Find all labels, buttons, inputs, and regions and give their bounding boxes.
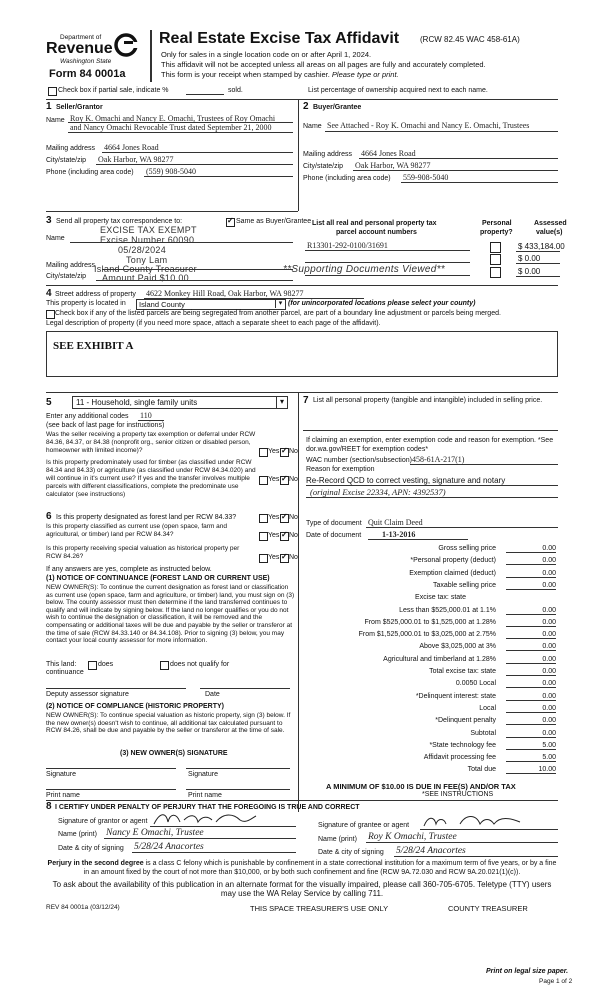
parcel-line-1 — [305, 250, 470, 251]
deputy-signature-line[interactable] — [46, 688, 186, 689]
ownership-note: List percentage of ownership acquired next to each name. — [308, 87, 488, 94]
timber-no-label: No — [289, 476, 298, 483]
partial-sale-label: Check box if partial sale, indicate % — [58, 87, 169, 94]
doc-type-line — [366, 527, 558, 528]
see-instructions-note: *SEE INSTRUCTIONS — [422, 791, 494, 798]
section-5-7-divider — [298, 392, 299, 812]
rule-section-5 — [46, 392, 558, 393]
historic-question: Is this property receiving special valuation as historical property per RCW 84.26? — [46, 545, 240, 560]
tax-row — [306, 705, 556, 717]
deputy-date-line[interactable] — [200, 688, 290, 689]
tax-row-label: From $525,000.01 to $1,525,000 at 1.28% — [364, 618, 496, 626]
same-as-buyer-label: Same as Buyer/Grantee — [236, 218, 312, 225]
section-6-number: 6 — [46, 511, 52, 522]
tax-row-label: Affidavit processing fee — [423, 754, 496, 762]
tax-row-value[interactable]: 0.00 — [506, 545, 556, 553]
header-note-2: This affidavit will not be accepted unless all areas on all pages are fully and accurately completed. — [161, 60, 486, 69]
grantee-name-line — [366, 842, 558, 843]
buyer-mailing[interactable]: 4664 Jones Road — [361, 149, 416, 158]
print-name-line-2[interactable] — [186, 789, 290, 790]
form-number: Form 84 0001a — [49, 68, 126, 80]
parcel-header-1: List all real and personal property tax — [312, 220, 437, 227]
section-3-mailing-label: Mailing address — [46, 262, 96, 269]
tax-row — [306, 766, 556, 778]
personal-property-checkbox-3[interactable] — [490, 267, 501, 278]
personal-property-line-1[interactable] — [303, 430, 558, 431]
parcel-line-2[interactable] — [305, 262, 470, 263]
buyer-phone-label: Phone (including area code) — [303, 175, 391, 182]
stamp-line-5: Island County Treasurer — [94, 264, 197, 274]
header-note-3-text: This form is your receipt when stamped by cashier. — [161, 70, 330, 79]
land-use-value: 11 - Household, single family units — [76, 398, 198, 407]
tax-row-label: Gross selling price — [438, 545, 496, 552]
additional-codes-value[interactable]: 110 — [140, 411, 152, 420]
seller-mailing-label: Mailing address — [46, 145, 96, 152]
tax-row — [306, 545, 556, 557]
forest-yes-label: Yes — [268, 514, 280, 521]
segregated-label: Check box if any of the listed parcels are being segregated from another parcel, are part of a boundary line adjustment or parcels being merged. — [55, 310, 501, 317]
tax-row — [306, 643, 556, 655]
assessed-line-3 — [516, 276, 560, 277]
legal-description-field[interactable] — [46, 331, 558, 377]
dept-logo-text: Revenue — [46, 40, 113, 57]
tax-row — [306, 594, 556, 606]
assessed-value-1[interactable]: $ 433,184.00 — [518, 242, 565, 251]
dept-line1: Department of — [60, 34, 102, 41]
deputy-date-label: Date — [205, 691, 220, 698]
seller-city[interactable]: Oak Harbor, WA 98277 — [98, 155, 174, 164]
minimum-due-note: A MINIMUM OF $10.00 IS DUE IN FEE(S) AND/OR TAX — [326, 782, 516, 791]
property-street[interactable]: 4622 Monkey Hill Road, Oak Harbor, WA 98277 — [146, 289, 304, 298]
timber-yes-checkbox[interactable] — [259, 476, 268, 485]
tax-row — [306, 693, 556, 705]
section-3-title: Send all property tax correspondence to: — [56, 218, 183, 225]
tax-row-label: Subtotal — [470, 729, 496, 737]
seller-name-line-a — [68, 122, 293, 123]
seller-name-line2[interactable]: and Nancy Omachi Revocable Trust dated September 21, 2000 — [70, 123, 272, 132]
page-number: Page 1 of 2 — [539, 978, 573, 985]
partial-sale-checkbox[interactable] — [48, 87, 57, 96]
seller-mailing-line — [102, 152, 293, 153]
section-5-number: 5 — [46, 397, 52, 408]
tax-row-label: *Delinquent penalty — [435, 717, 496, 725]
doc-date-line — [368, 539, 468, 540]
tax-row-value[interactable]: 0.00 — [506, 582, 556, 590]
buyer-mailing-line — [359, 158, 558, 159]
personal-property-title: List all personal property (tangible and intangible) included in selling price. — [313, 397, 543, 404]
tax-row — [306, 607, 556, 619]
buyer-mailing-label: Mailing address — [303, 151, 353, 158]
personal-property-checkbox-1[interactable] — [490, 242, 501, 253]
current-use-no-label: No — [289, 532, 298, 539]
doc-type[interactable]: Quit Claim Deed — [368, 518, 423, 527]
tax-row — [306, 668, 556, 680]
seller-city-line — [96, 164, 293, 165]
doc-type-label: Type of document — [306, 520, 362, 527]
grantee-signature-icon[interactable] — [420, 812, 530, 830]
tax-row-label: *State technology fee — [429, 741, 496, 749]
tax-row-value[interactable]: 0.00 — [506, 607, 556, 615]
grantor-name-label: Name (print) — [58, 831, 97, 838]
forest-no-checkbox[interactable] — [280, 514, 289, 523]
buyer-city-label: City/state/zip — [303, 163, 344, 170]
reason-rule-2 — [306, 497, 558, 498]
seller-name-line-b — [68, 132, 293, 133]
legal-description-value: SEE EXHIBIT A — [53, 340, 134, 352]
seller-name-label: Name — [46, 117, 65, 124]
section-2-number: 2 — [303, 101, 309, 112]
tax-row-value[interactable]: 0.00 — [506, 643, 556, 651]
tax-row-value[interactable]: 0.00 — [506, 730, 556, 738]
wac-label: WAC number (section/subsection) — [306, 457, 412, 464]
seller-phone[interactable]: (559) 908-5040 — [146, 167, 196, 176]
personal-property-checkbox-2[interactable] — [490, 254, 501, 265]
buyer-city-line — [353, 170, 558, 171]
section-4-number: 4 — [46, 288, 52, 299]
reason-line-1[interactable]: Re-Record QCD to correct vesting, signature and notary — [306, 476, 506, 485]
land-does-checkbox[interactable] — [88, 661, 97, 670]
historic-no-label: No — [289, 554, 298, 561]
tax-row-value[interactable]: 0.00 — [506, 619, 556, 627]
grantee-signature-label: Signature of grantee or agent — [318, 822, 410, 829]
tax-row — [306, 631, 556, 643]
form-title: Real Estate Excise Tax Affidavit — [159, 30, 400, 47]
section-3-number: 3 — [46, 215, 52, 226]
tax-row — [306, 742, 556, 754]
land-does-not-label: does not qualify for — [170, 661, 230, 668]
additional-codes-line — [138, 420, 164, 421]
tax-row-label: Total excise tax: state — [429, 668, 496, 675]
exemption-code-label: If claiming an exemption, enter exemption code and reason for exemption. *See dor.wa.gov/REET for exemption codes* — [306, 437, 554, 453]
stamp-line-1: EXCISE TAX EXEMPT — [100, 225, 197, 235]
rule-section-3 — [46, 211, 298, 212]
buyer-phone[interactable]: 559-908-5040 — [403, 173, 449, 182]
assessed-value-2[interactable]: $ 0.00 — [518, 254, 541, 263]
seller-phone-label: Phone (including area code) — [46, 169, 134, 176]
current-use-question: Is this property classified as current use (open space, farm and agricultural, or timber) land per RCW 84.34? — [46, 523, 228, 538]
tax-row-label: Less than $525,000.01 at 1.1% — [399, 606, 496, 614]
signature-label-1: Signature — [46, 771, 76, 778]
grantee-date-city[interactable]: 5/28/24 Anacortes — [396, 846, 466, 856]
buyer-name[interactable]: See Attached - Roy K. Omachi and Nancy E. Omachi, Trustees — [327, 121, 530, 130]
historic-yes-checkbox[interactable] — [259, 554, 268, 563]
land-use-select[interactable] — [72, 396, 288, 409]
tax-row-value[interactable]: 0.00 — [506, 693, 556, 701]
tax-row-label: Total due — [467, 766, 496, 774]
tax-row — [306, 570, 556, 582]
supporting-documents-viewed: **Supporting Documents Viewed** — [283, 264, 445, 275]
personal-header-2: property? — [480, 229, 513, 236]
form-revision: REV 84 0001a (03/12/24) — [46, 904, 120, 911]
chevron-down-icon: ▾ — [275, 299, 285, 308]
tax-row-value[interactable]: 0.00 — [506, 668, 556, 676]
street-label: Street address of property — [55, 291, 136, 298]
buyer-title: Buyer/Grantee — [313, 104, 362, 111]
treasurer-use-only: THIS SPACE TREASURER'S USE ONLY — [250, 904, 389, 913]
historic-yes-label: Yes — [268, 554, 280, 561]
new-owner-signature-line-1[interactable] — [46, 768, 176, 769]
section-3-name-label: Name — [46, 235, 65, 242]
tax-row-value[interactable]: 0.00 — [506, 570, 556, 578]
stamp-line-3: 05/28/2024 — [118, 245, 167, 255]
certify-statement: I CERTIFY UNDER PENALTY OF PERJURY THAT THE FOREGOING IS TRUE AND CORRECT — [55, 804, 360, 811]
tax-row — [306, 717, 556, 729]
partial-sale-sold: sold. — [228, 87, 243, 94]
print-name-line-1[interactable] — [46, 789, 176, 790]
tax-row-value[interactable]: 5.00 — [506, 754, 556, 762]
doc-date[interactable]: 1-13-2016 — [382, 530, 416, 539]
grantee-date-label: Date & city of signing — [318, 849, 384, 856]
forest-land-question: Is this property designated as forest land per RCW 84.33? — [56, 514, 237, 521]
tax-row — [306, 754, 556, 766]
tax-row-label: From $1,525,000.01 to $3,025,000 at 2.75% — [358, 631, 496, 639]
assessed-header-1: Assessed — [534, 220, 567, 227]
form-rcw: (RCW 82.45 WAC 458-61A) — [420, 35, 520, 44]
continuance-label: continuance — [46, 669, 84, 676]
grantor-signature-line — [150, 826, 296, 827]
tax-row-value[interactable]: 0.00 — [506, 717, 556, 725]
unincorporated-note: (for unincorporated locations please select your county) — [288, 300, 476, 307]
tax-row — [306, 656, 556, 668]
grantee-name[interactable]: Roy K Omachi, Trustee — [368, 832, 457, 842]
seller-title: Seller/Grantor — [56, 104, 103, 111]
stamp-line-6: Amount Paid $10.00 — [102, 273, 189, 283]
seller-phone-line — [144, 176, 293, 177]
county-select[interactable] — [136, 299, 286, 310]
grantor-signature-label: Signature of grantor or agent — [58, 818, 148, 825]
header-note-3 — [161, 70, 399, 79]
buyer-name-line — [325, 131, 558, 132]
assessed-line-2 — [516, 263, 560, 264]
grantee-name-label: Name (print) — [318, 836, 357, 843]
notice-compliance-title: (2) NOTICE OF COMPLIANCE (HISTORIC PROPERTY) — [46, 703, 224, 710]
tax-row — [306, 557, 556, 569]
seller-city-label: City/state/zip — [46, 157, 87, 164]
buyer-name-label: Name — [303, 123, 322, 130]
seller-name-line1[interactable]: Roy K. Omachi and Nancy E. Omachi, Trustees of Roy Omachi — [70, 114, 276, 123]
grantor-date-label: Date & city of signing — [58, 845, 124, 852]
timber-question: Is this property predominately used for timber (as classified under RCW 84.34 and 84.33) or agriculture (as classified under RCW 84.34.020) and will continue in it's current use? If yes and the transfer involves multiple parcels with different classifications, complete the predominate use calculator (see instructions) — [46, 459, 256, 498]
any-yes-note: If any answers are yes, complete as instructed below. — [46, 566, 212, 573]
notice-compliance-body: NEW OWNER(S): To continue special valuation as historic property, sign (3) below. If the new owner(s) doesn't wish to continue, all additional tax calculated pursuant to RCW 84.26, shall be due and payable by the seller or transferor at the time of sale. — [46, 712, 291, 735]
header-note-3-italic: Please type or print. — [331, 70, 399, 79]
current-use-yes-label: Yes — [268, 532, 280, 539]
exemption-no-label: No — [289, 448, 298, 455]
tax-row — [306, 680, 556, 692]
exemption-no-checkbox[interactable] — [280, 448, 289, 457]
grantee-signature-line — [420, 829, 558, 830]
legal-paper-note: Print on legal size paper. — [486, 968, 569, 975]
grantor-name-line — [104, 838, 296, 839]
dept-line3: Washington State — [60, 58, 112, 65]
exemption-yes-checkbox[interactable] — [259, 448, 268, 457]
parcel-line-3[interactable] — [305, 275, 470, 276]
deputy-signature-label: Deputy assessor signature — [46, 691, 129, 698]
tax-row-label: Above $3,025,000 at 3% — [419, 643, 496, 651]
reason-rule-1 — [306, 485, 558, 486]
revenue-logo-icon — [113, 33, 139, 57]
rule-top — [46, 99, 558, 100]
tax-row-label: Local — [479, 704, 496, 712]
tax-row-label: Agricultural and timberland at 1.28% — [383, 655, 496, 663]
new-owner-signature-title: (3) NEW OWNER(S) SIGNATURE — [120, 750, 228, 757]
current-use-yes-checkbox[interactable] — [259, 532, 268, 541]
chevron-down-icon: ▾ — [276, 397, 287, 408]
tax-row-value[interactable]: 10.00 — [506, 766, 556, 774]
assessed-header-2: value(s) — [536, 229, 563, 236]
grantee-date-line — [394, 856, 558, 857]
partial-sale-percent-line[interactable] — [186, 94, 224, 95]
land-does-label: does — [98, 661, 114, 668]
section-8-number: 8 — [46, 801, 52, 812]
exemption-question: Was the seller receiving a property tax exemption or deferral under RCW 84.36, 84.37, or 84.38 (nonprofit org., senior citizen or disabled person, homeowner with limited income)? — [46, 431, 256, 454]
rule-section-8 — [46, 800, 558, 801]
perjury-notice-bold: Perjury in the second degree — [47, 860, 144, 867]
tax-row-value[interactable]: 0.00 — [506, 680, 556, 688]
buyer-city[interactable]: Oak Harbor, WA 98277 — [355, 161, 431, 170]
this-land-label: This land: — [46, 661, 77, 668]
header-divider — [150, 30, 152, 82]
forest-yes-checkbox[interactable] — [259, 514, 268, 523]
alternate-format-notice: To ask about the availability of this publication in an alternate format for the visually impaired, please call 360-705-6705. Teletype (TTY) users may use the WA Relay Service by calling 711. — [52, 880, 552, 898]
tax-row — [306, 730, 556, 742]
tax-row-value[interactable]: 0.00 — [506, 656, 556, 664]
grantor-date-city[interactable]: 5/28/24 Anacortes — [134, 842, 204, 852]
additional-codes-label: Enter any additional codes — [46, 413, 129, 420]
doc-date-label: Date of document — [306, 532, 362, 539]
tax-row-value[interactable]: 0.00 — [506, 557, 556, 565]
exemption-yes-label: Yes — [268, 448, 280, 455]
assessed-value-3[interactable]: $ 0.00 — [518, 267, 541, 276]
notice-continuance-title: (1) NOTICE OF CONTINUANCE (FOREST LAND OR CURRENT USE) — [46, 575, 270, 582]
print-name-label-1: Print name — [46, 792, 80, 799]
print-name-label-2: Print name — [188, 792, 222, 799]
assessed-line-1 — [516, 251, 560, 252]
historic-no-checkbox[interactable] — [280, 554, 289, 563]
tax-row — [306, 582, 556, 594]
perjury-notice — [46, 860, 558, 877]
section-1-number: 1 — [46, 101, 52, 112]
tax-row-value[interactable]: 5.00 — [506, 742, 556, 750]
buyer-phone-line — [401, 182, 558, 183]
forest-no-label: No — [289, 514, 298, 521]
tax-row-value[interactable]: 0.00 — [506, 631, 556, 639]
grantor-date-line — [132, 852, 296, 853]
new-owner-signature-line-2[interactable] — [186, 768, 290, 769]
located-label: This property is located in — [46, 300, 126, 307]
segregated-checkbox[interactable] — [46, 310, 55, 319]
timber-no-checkbox[interactable] — [280, 476, 289, 485]
parcel-number-1[interactable]: R13301-292-0100/31691 — [307, 241, 388, 250]
tax-row-label: Excise tax: state — [415, 594, 466, 602]
same-as-buyer-checkbox[interactable] — [226, 218, 235, 227]
county-select-value: Island County — [139, 300, 185, 309]
timber-yes-label: Yes — [268, 476, 280, 483]
tax-row-label: 0.0050 Local — [455, 680, 496, 688]
stamp-line-4: Tony Lam — [126, 255, 168, 265]
see-back-note: (see back of last page for instructions) — [46, 422, 165, 429]
tax-row-value[interactable]: 0.00 — [506, 705, 556, 713]
reason-line-2[interactable]: (original Excise 22334, APN: 4392537) — [310, 487, 446, 497]
parcel-header-2: parcel account numbers — [336, 229, 417, 236]
header-note-1: Only for sales in a single location code on or after April 1, 2024. — [161, 50, 372, 59]
current-use-no-checkbox[interactable] — [280, 532, 289, 541]
tax-row — [306, 619, 556, 631]
grantor-name[interactable]: Nancy E Omachi, Trustee — [106, 828, 204, 838]
signature-label-2: Signature — [188, 771, 218, 778]
personal-header-1: Personal — [482, 220, 512, 227]
tax-row-label: *Personal property (deduct) — [410, 557, 496, 565]
tax-row-label: Exemption claimed (deduct) — [409, 569, 496, 577]
wac-number[interactable]: 458-61A-217(1) — [412, 455, 465, 464]
section-1-2-divider — [298, 99, 299, 211]
perjury-notice-text: is a class C felony which is punishable by confinement in a state correctional institution for a maximum term of five years, or by a fine in an amount fixed by the court of not more than $10,000, or by both such confinement and fine (RCW 9A.72.030 and RCW 9A.20.021(1)(c)). — [83, 860, 557, 876]
section-7-number: 7 — [303, 395, 309, 406]
section-3-city-label: City/state/zip — [46, 273, 87, 280]
wac-line — [410, 464, 558, 465]
notice-continuance-body: NEW OWNER(S): To continue the current designation as forest land or classification as current use (open space, farm and agriculture, or timber) land, you must sign on (3) below. The county assessor must then determine if the land transferred continues to qualify and will indicate by signing below. If the land no longer qualifies or you do not wish to continue the designation or classification, it will be removed and the compensating or additional taxes will be due and payable by the seller or transferor at the time of sale (RCW 84.33.140 or 84.34.108). Prior to signing (3) below, you may contact your local county assessor for more information. — [46, 584, 295, 645]
land-does-not-checkbox[interactable] — [160, 661, 169, 670]
stamp-line-2: Excise Number 60090 — [100, 235, 195, 245]
reason-label: Reason for exemption — [306, 466, 375, 473]
county-treasurer-label: COUNTY TREASURER — [448, 904, 528, 913]
seller-mailing[interactable]: 4664 Jones Road — [104, 143, 159, 152]
legal-description-label: Legal description of property (if you need more space, attach a separate sheet to each page of the affidavit). — [46, 320, 381, 327]
tax-row-label: *Delinquent interest: state — [415, 692, 496, 700]
rule-section-4 — [46, 285, 558, 286]
tax-row-label: Taxable selling price — [432, 581, 496, 589]
